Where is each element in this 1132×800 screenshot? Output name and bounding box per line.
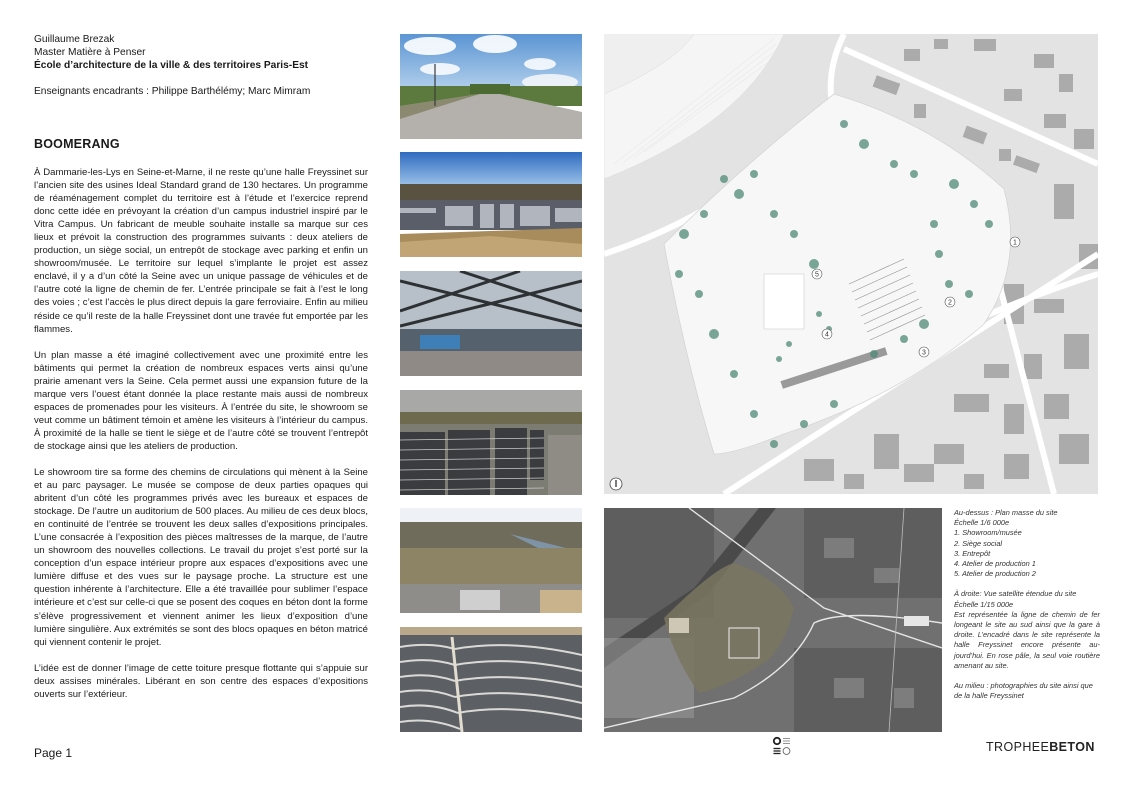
brand-bold: BETON	[1049, 740, 1095, 754]
caption-line: 5. Atelier de production 2	[954, 569, 1036, 579]
trophee-beton-logo	[986, 740, 1095, 754]
paragraph: À Dammarie-les-Lys en Seine-et-Marne, il ne reste qu’une halle Freyssinet sur l’ancien site des usines Ideal Standard grand de 130 hectares. Un programme de réaménagement complet du territoire est à l’étude et l’exercice reprend donc cette idée en prévoyant la création d’un campus industriel inspiré par le Vitra Campus. Un fabricant de meuble souhaite installe sa marque sur ces lieux et prévoit la construction des programmes suivants : deux ateliers de production, un siège social, un entrepôt de stockage avec parking et enfin un showroom/musée. Le territoire sur lequel s’implante le projet est assez enclavé, il y a d’un côté la Seine avec un unique passage de véhicules et de l’autre coté la ligne de chemin de fer. L’entrée principale se fait à l’est le long des voies ; c’est l’accès le plus direct depuis la gare ferroviaire. Enfin au milieu réside ce qu’il reste de la halle Freyssinet dont une travée fut emportée par les flammes.	[34, 167, 368, 335]
paragraph: L’idée est de donner l’image de cette toiture presque flottante qui s’appuie sur deux assises minérales. Libérant en son centre des espaces d’expositions ouverts sur l’extérieur.	[34, 662, 368, 700]
paragraph: Un plan masse a été imaginé collectivement avec une proximité entre les bâtiments qui permet la création de nombreux espaces verts ainsi qu’une prairie amenant vers la Seine. Cela permet aussi une expansion future de la marque vers l’ouest étant donnée la place restante mais aussi de nombreux espaces de promenades pour les visiteurs. À l’entrée du site, le showroom se veut comme un bâtiment témoin et amène les visiteurs à l’intérieur du campus. À proximité de la halle se tient le siège et de l’autre côté se trouvent l’entrepôt de stockage ainsi que les ateliers de production.	[34, 349, 368, 452]
photo-hall-interior	[400, 271, 582, 376]
page-number: Page 1	[34, 746, 73, 760]
photo-aerial-hall	[400, 390, 582, 495]
photo-hall-roof-shells	[400, 627, 582, 732]
author-name: Guillaume Brezak	[34, 34, 115, 45]
plan-label-3: 3	[922, 349, 926, 357]
project-description	[34, 166, 368, 714]
supervisors: Enseignants encadrants : Philippe Barthélémy; Marc Mimram	[34, 86, 311, 97]
caption-sat-title: À droite: Vue satellite étendue du site	[954, 589, 1077, 599]
north-arrow-icon	[610, 478, 622, 490]
photo-aerial-site-river	[400, 508, 582, 613]
school-name: École d’architecture de la ville & des territoires Paris-Est	[34, 60, 309, 71]
caption-line: 2. Siège social	[954, 538, 1003, 548]
brand-light: TROPHEE	[986, 740, 1050, 754]
project-title: BOOMERANG	[34, 137, 120, 151]
figure-caption	[954, 508, 1100, 701]
author-header	[34, 33, 384, 98]
caption-sat-scale: Échelle 1/15 000e	[954, 599, 1014, 609]
plan-label-1: 1	[1013, 239, 1017, 247]
caption-photos-note: Au milieu : photographies du site ainsi que de la halle Freyssinet	[954, 681, 1093, 701]
caption-line: Au-dessus : Plan masse du site	[954, 508, 1058, 517]
caption-line: 1. Showroom/musée	[954, 528, 1022, 538]
plan-label-5: 5	[815, 271, 819, 279]
site-master-plan	[604, 34, 1098, 494]
plan-label-2: 2	[948, 299, 952, 307]
program-name: Master Matière à Penser	[34, 47, 146, 58]
caption-sat-desc: Est représentée la ligne de chemin de fer longeant le site au sud ainsi que la gare à droite. L’encadré dans le site représente la halle Freyssinet encore présente aujourd’hui. En rose pâle, la seul voie routière amenant au site.	[954, 609, 1100, 670]
caption-line: 3. Entrepôt	[954, 548, 991, 558]
caption-line: 4. Atelier de production 1	[954, 559, 1036, 569]
satellite-view	[604, 508, 942, 732]
school-logo-icon	[772, 736, 794, 758]
photo-site-road	[400, 34, 582, 139]
plan-label-4: 4	[825, 331, 829, 339]
paragraph: Le showroom tire sa forme des chemins de circulations qui mènent à la Seine et au parc paysager. Le musée se compose de deux parties opaques qui abritent d’un côté les programmes privés avec les bureaux et espaces de stockage. De l’autre un auditorium de 500 places. Au milieu de ces deux blocs, en continuité de l’entrée se trouvent les deux salles d’expositions principales. L’une consacrée à l’exposition des pièces maîtresses de la marque, de l’autre un showroom des nouvelles collections. Le travail du projet s’est porté sur la conception d’un espace intérieur propre aux espaces d’expositions avec une lumière diffuse et des vues sur le paysage proche. La structure est une question inhérente à l’architecture. Elle a été travaillée pour sublimer l’espace intérieure et c’est sur celle-ci que se posent des coques en béton dont la forme s’élève progressivement et viennent animer les lieux d’exposition d’une lumière singulière. Aux extrémités se sont des blocs opaques en béton matricé qui viennent contenir le projet.	[34, 466, 368, 648]
caption-line: Échelle 1/6 000e	[954, 518, 1010, 528]
photo-parking-lot	[400, 152, 582, 257]
